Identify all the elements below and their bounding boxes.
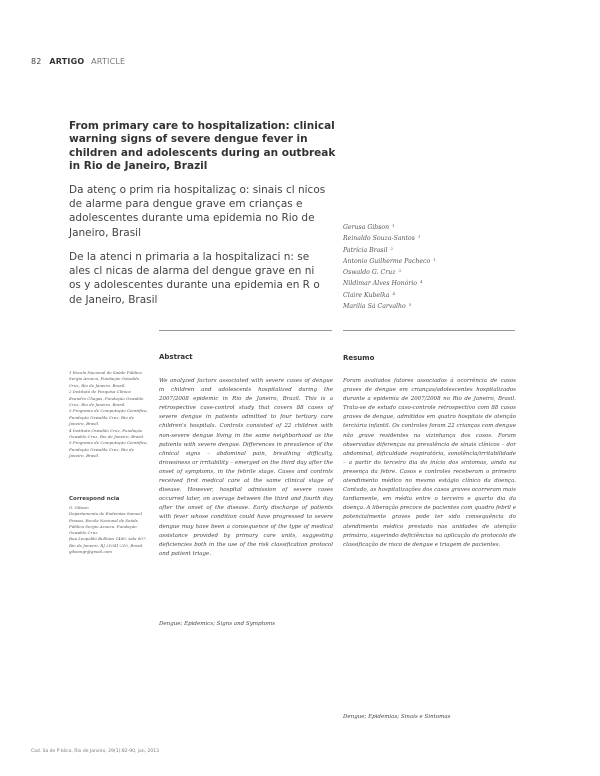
title-portuguese: Da atenç o prim ria hospitalizaç o: sinais cl nicos de alarme para dengue grave em crianças e adolescentes durante uma epidemia no Rio de Janeiro, Brasil (69, 184, 326, 239)
author-item (343, 221, 436, 232)
author-item (343, 277, 436, 288)
author-affiliation-ref: 2 (390, 245, 393, 251)
abstract-keywords: Dengue; Epidemics; Signs and Symptoms (159, 621, 276, 627)
abstract-heading: Abstract (159, 353, 193, 361)
author-item (343, 266, 436, 277)
resumo-divider (343, 330, 515, 331)
author-name: Marilia Sá Carvalho (343, 303, 406, 311)
abstract-divider (159, 330, 332, 331)
correspondence-block (69, 505, 151, 555)
title-english: From primary care to hospitalization: clinical warning signs of severe dengue fever in children and adolescents during an outbreak in Rio de Janeiro, Brazil (69, 120, 336, 173)
author-item (343, 244, 436, 255)
affiliation-item: 2 Instituto de Pesquisa Clínica Evandro Chagas, Fundação Oswaldo Cruz, Rio de Janeiro, Brasil. (69, 389, 144, 408)
correspondence-heading: Correspond ncia (69, 496, 120, 502)
title-spanish: De la atenci n primaria a la hospitalizaci n: se ales cl nicas de alarma del dengue grave en ni os y adolescentes durante una epidemia en R o de Janeiro, Brasil (69, 251, 320, 306)
author-name: Reinaldo Souza-Santos (343, 235, 415, 243)
resumo-keywords: Dengue; Epidemias; Sinais e Sintomas (343, 714, 451, 720)
affiliation-item: 1 Escola Nacional de Saúde Pública Sergio Arouca, Fundação Oswaldo Cruz, Rio de Janeiro, Brasil. (69, 370, 142, 388)
resumo-body: Foram avaliados fatores associados à ocorrência de casos graves de dengue em crianças/adolescentes hospitalizados durante a epidemia de 2007/2008 no Rio de Janeiro, Brasil. Trata-se de estudo caso-controle retrospectivo com 88 casos graves de dengue, admitidos em quatro hospitais de atenção terciária infantil. Os controles foram 22 crianças com dengue não grave residentes na vizinhança dos casos. Foram observadas diferenças na prevalência de sinais clínicos – dor abdominal, dificuldade respiratória, sonolência/irritabilidade – a partir do terceiro dia do início dos sintomas, ainda na presença da febre. Casos e controles receberam o primeiro atendimento médico no mesmo estágio clínico da doença. Contudo, as hospitalizações dos casos graves ocorreram mais tardiamente, em média entre o terceiro e quarto dia da doença. A liberação precoce de pacientes com quadro febril e potencialmente graves pode ter sido consequência do atendimento médico prestado nas unidades de atenção primária, sugerindo deficiências na aplicação do protocolo de classificação de risco de dengue e triagem de pacientes. (343, 378, 516, 548)
author-affiliation-ref: 4 (392, 290, 396, 296)
author-affiliation-ref: 3 (398, 268, 402, 274)
abstract-body: We analyzed factors associated with severe cases of dengue in children and adolescents hospitalized during the 2007/2008 epidemic in Rio de Janeiro, Brazil. This is a retrospective case-control study that covers 88 cases of severe dengue in patients admitted to four tertiary care children's hospitals. Controls consisted of 22 children with non-severe dengue living in the same neighborhood as the patients with severe dengue. Differences in prevalence of the clinical signs – abdominal pain, breathing difficulty, drowsiness or irritability – emerged on the third day after the onset of symptoms, in the febrile stage. Cases and controls received first medical care at the same clinical stage of disease. However, hospital admission of severe cases occurred later, on average between the third and fourth day after the onset of the disease. Early discharge of patients with fever whose condition could have progressed to severe dengue may have been a consequence of the type of medical assistance provided by primary care units, suggesting deficiencies both in the use of the risk classification protocol and patient triage. (159, 378, 333, 557)
author-item (343, 300, 436, 311)
correspondence-address: Rua Leopoldo Bulhões 1480, sala 607, Rio de Janeiro, RJ 21041-210, Brasil. (69, 536, 147, 548)
affiliation-item: 4 Instituto Oswaldo Cruz, Fundação Oswaldo Cruz, Rio de Janeiro, Brasil. (69, 427, 145, 440)
correspondence-name: G. Gibson (69, 505, 89, 510)
journal-citation-footer: Cad. Sa de P blica, Rio de Janeiro, 29(1):82-90, jan, 2013 (31, 749, 159, 754)
author-affiliation-ref: 5 (408, 302, 412, 308)
resumo-heading: Resumo (343, 354, 375, 362)
author-name: Claire Kubelka (343, 291, 390, 299)
affiliation-item: 3 Programa de Computação Científica, Fundação Oswaldo Cruz, Rio de Janeiro, Brasil. (69, 408, 148, 427)
author-list (343, 221, 436, 311)
affiliation-item: 5 Programa de Computação Científica, Fundação Oswaldo Cruz, Rio de Janeiro, Brasil. (69, 440, 148, 459)
page-number: 82 (31, 57, 42, 66)
correspondence-address: Departamento de Endemias Samuel Pessoa, Escola Nacional de Saúde Pública Sergio Arouca, Fundação Oswaldo Cruz. (69, 511, 142, 536)
section-label-en: ARTICLE (91, 57, 126, 66)
author-name: Patrícia Brasil (343, 246, 388, 254)
author-item (343, 232, 436, 243)
author-name: Oswaldo G. Cruz (343, 269, 396, 277)
author-affiliation-ref: 1 (417, 234, 421, 240)
running-header (31, 57, 125, 66)
affiliations (69, 370, 149, 460)
author-affiliation-ref: 1 (392, 223, 395, 228)
author-name: Antonio Guilherme Pacheco (343, 257, 431, 265)
author-item (343, 289, 436, 300)
author-name: Nildimar Alves Honório (343, 280, 418, 288)
author-item (343, 255, 436, 266)
section-label-pt: ARTIGO (49, 57, 85, 66)
author-affiliation-ref: 4 (420, 279, 423, 285)
author-name: Gerusa Gibson (343, 224, 390, 231)
correspondence-email[interactable]: gibsongr@gmail.com (69, 549, 112, 555)
author-affiliation-ref: 1 (433, 256, 436, 262)
